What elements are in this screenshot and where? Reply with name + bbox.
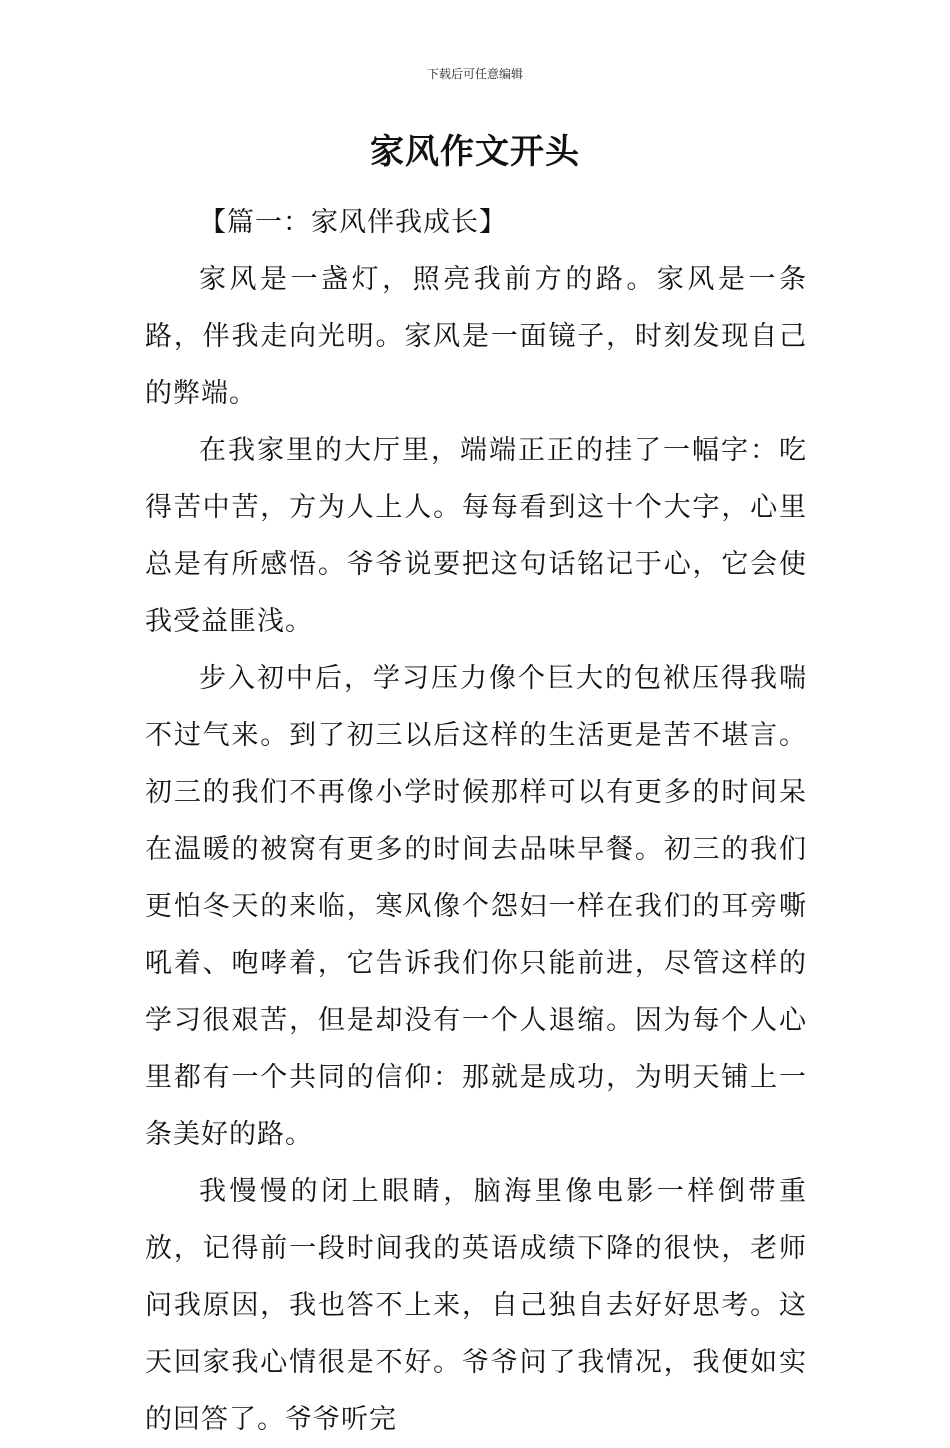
section-heading: 【篇一：家风伴我成长】 [199,207,507,238]
paragraph: 在我家里的大厅里，端端正正的挂了一幅字：吃得苦中苦，方为人上人。每每看到这十个大字，心里总是有所感悟。爷爷说要把这句话铭记于心，它会使我受益匪浅。 [145,435,807,637]
document-body [145,194,807,1448]
paragraph: 我慢慢的闭上眼睛，脑海里像电影一样倒带重放，记得前一段时间我的英语成绩下降的很快，老师问我原因，我也答不上来，自己独自去好好思考。这天回家我心情很是不好。爷爷问了我情况，我便如实的回答了。爷爷听完 [145,1176,807,1435]
header-note: 下载后可任意编辑 [426,67,523,81]
paragraph: 步入初中后，学习压力像个巨大的包袱压得我喘不过气来。到了初三以后这样的生活更是苦不堪言。初三的我们不再像小学时候那样可以有更多的时间呆在温暖的被窝有更多的时间去品味早餐。初三的我们更怕冬天的来临，寒风像个怨妇一样在我们的耳旁嘶吼着、咆哮着，它告诉我们你只能前进，尽管这样的学习很艰苦，但是却没有一个人退缩。因为每个人心里都有一个共同的信仰：那就是成功，为明天铺上一条美好的路。 [145,663,807,1150]
paragraph: 家风是一盏灯，照亮我前方的路。家风是一条路，伴我走向光明。家风是一面镜子，时刻发现自己的弊端。 [145,264,807,409]
document-title: 家风作文开头 [370,132,580,172]
